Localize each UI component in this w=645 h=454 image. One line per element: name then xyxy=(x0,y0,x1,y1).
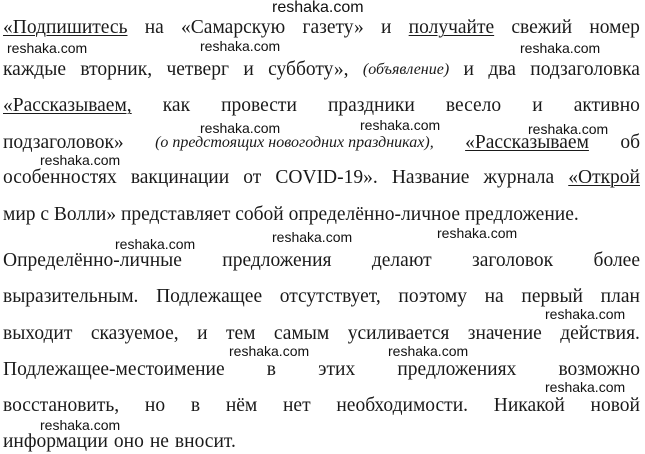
word: «Самарскую xyxy=(181,17,286,38)
word: в xyxy=(190,395,201,416)
word: субботу», xyxy=(268,59,349,80)
word: вторник, xyxy=(80,59,153,80)
watermark: reshaka.com xyxy=(272,0,364,16)
word: четверг xyxy=(166,59,229,80)
word: номер xyxy=(589,17,640,38)
word: этих xyxy=(318,359,356,380)
word: как xyxy=(162,95,191,116)
word: предложения xyxy=(222,250,332,271)
word: возможно xyxy=(558,359,640,380)
watermark: reshaka.com xyxy=(40,152,121,168)
text-line xyxy=(3,58,640,82)
watermark: reshaka.com xyxy=(388,343,469,359)
word: Подлежащее-местоимение xyxy=(3,359,225,380)
word: «Рассказываем xyxy=(465,132,589,153)
word: заголовок xyxy=(472,250,554,271)
word: не xyxy=(149,431,169,452)
word: информации xyxy=(3,431,108,452)
watermark: reshaka.com xyxy=(545,379,626,395)
text-line xyxy=(3,16,640,40)
word: значение xyxy=(467,323,542,344)
watermark: reshaka.com xyxy=(528,121,609,137)
word: весело xyxy=(445,95,502,116)
text-line xyxy=(3,94,640,118)
watermark: reshaka.com xyxy=(437,225,518,241)
word: «Рассказываем, xyxy=(3,95,132,116)
word: подзаголовка xyxy=(530,59,640,80)
word: и xyxy=(380,17,392,38)
word: и xyxy=(463,59,474,80)
watermark: reshaka.com xyxy=(545,306,626,322)
word: (о предстоящих новогодних праздниках), xyxy=(155,134,434,151)
word: усиливается xyxy=(347,323,450,344)
word: нём xyxy=(225,395,258,416)
word: восстановить, xyxy=(3,395,120,416)
word: «Открой xyxy=(568,167,640,188)
word: но xyxy=(144,395,166,416)
text-line xyxy=(3,430,640,454)
watermark: reshaka.com xyxy=(40,417,121,433)
word: журнала xyxy=(483,167,555,188)
word: об xyxy=(620,132,640,153)
word: газету» xyxy=(302,17,364,38)
word: тем xyxy=(225,323,256,344)
text-line xyxy=(3,166,640,190)
word: мир с Волли» представляет собой определённо-личное предложение. xyxy=(3,204,579,225)
word: COVID-19». xyxy=(275,167,378,188)
word: вакцинации xyxy=(130,167,230,188)
word: план xyxy=(600,286,640,307)
word: выразительным. xyxy=(3,286,139,307)
word: оно xyxy=(113,431,144,452)
word: более xyxy=(593,250,640,271)
text-line xyxy=(3,203,640,227)
watermark: reshaka.com xyxy=(360,117,441,133)
word: получайте xyxy=(408,17,495,38)
word: свежий xyxy=(511,17,573,38)
word: Определённо-личные xyxy=(3,250,182,271)
word: в xyxy=(266,359,276,380)
word: два xyxy=(488,59,516,80)
word: первый xyxy=(521,286,583,307)
word: особенностях xyxy=(3,167,117,188)
word: выходит xyxy=(3,323,73,344)
word: и xyxy=(243,59,254,80)
word: «Подпишитесь xyxy=(3,17,128,38)
word: Никакой xyxy=(493,395,565,416)
text-line xyxy=(3,249,640,273)
word: активно xyxy=(573,95,640,116)
word: поэтому xyxy=(398,286,467,307)
word: от xyxy=(243,167,262,188)
watermark: reshaka.com xyxy=(229,343,310,359)
text-line xyxy=(3,394,640,418)
word: отсутствует, xyxy=(279,286,381,307)
text-line xyxy=(3,322,640,346)
word: и xyxy=(197,323,208,344)
word: предложениях xyxy=(397,359,517,380)
watermark: reshaka.com xyxy=(520,40,601,56)
watermark: reshaka.com xyxy=(200,120,281,136)
word: новой xyxy=(590,395,640,416)
word: (объявление) xyxy=(362,61,450,78)
word: провести xyxy=(221,95,297,116)
word: необходимости. xyxy=(336,395,469,416)
word: нет xyxy=(283,395,311,416)
word: праздники xyxy=(327,95,415,116)
word: Подлежащее xyxy=(156,286,263,307)
watermark: reshaka.com xyxy=(272,229,353,245)
word: самым xyxy=(273,323,330,344)
word: сказуемое, xyxy=(90,323,179,344)
word: Название xyxy=(391,167,470,188)
word: на xyxy=(484,286,504,307)
watermark: reshaka.com xyxy=(200,38,281,54)
word: на xyxy=(144,17,164,38)
word: делают xyxy=(371,250,432,271)
watermark: reshaka.com xyxy=(115,236,196,252)
word: каждые xyxy=(3,59,66,80)
word: вносит. xyxy=(174,431,236,452)
word: подзаголовок» xyxy=(3,132,124,153)
word: и xyxy=(532,95,543,116)
watermark: reshaka.com xyxy=(7,40,88,56)
word: действия. xyxy=(560,323,640,344)
